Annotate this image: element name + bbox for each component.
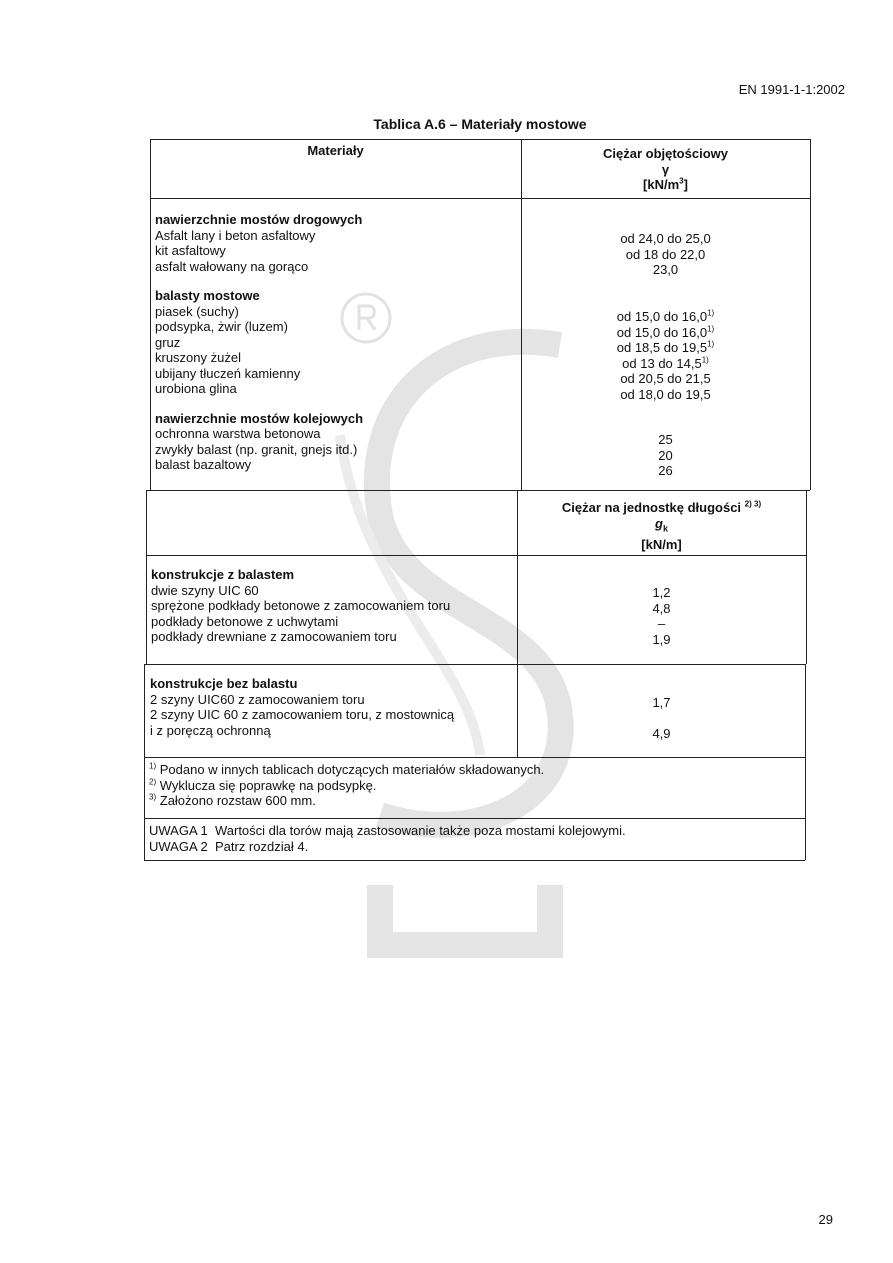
line-load-value: 1,9 — [652, 631, 671, 647]
material-name: ochronna warstwa betonowa — [155, 426, 321, 441]
density-value: od 18,5 do 19,5$^{1)}$ — [616, 339, 715, 355]
construction-name: i z poręczą ochronną — [150, 722, 271, 738]
material-name: zwykły balast (np. granit, gnejs itd.) — [155, 441, 358, 457]
density-value: 23,0 — [652, 262, 679, 277]
density-values — [521, 309, 810, 402]
footnote: $^{2)}$ Wyklucza się poprawkę na podsypkę. — [149, 777, 377, 793]
construction-name: 2 szyny UIC 60 z zamocowaniem toru, z mostownicą — [150, 707, 455, 722]
density-value: od 15,0 do 16,0$^{1)}$ — [616, 324, 715, 340]
construction-name: podkłady drewniane z zamocowaniem toru — [151, 629, 397, 644]
footnote: $^{3)}$ Założono rozstaw 600 mm. — [149, 792, 316, 808]
density-values — [521, 231, 810, 278]
density-value: 26 — [658, 463, 673, 478]
construction-name: dwie szyny UIC 60 — [151, 582, 259, 598]
density-value: od 20,5 do 21,5 — [620, 371, 711, 386]
construction-name: podkłady betonowe z uchwytami — [151, 613, 339, 629]
material-name: asfalt wałowany na gorąco — [155, 258, 309, 274]
material-name: kit asfaltowy — [155, 243, 226, 258]
material-name: balast bazaltowy — [155, 457, 252, 472]
material-name: Asfalt lany i beton asfaltowy — [155, 227, 316, 243]
material-name: piasek (suchy) — [155, 303, 239, 319]
line-load-values — [517, 585, 806, 647]
density-symbol: γ — [661, 161, 670, 177]
materials-list — [155, 212, 363, 473]
column-header-line-load — [517, 500, 806, 552]
material-name: podsypka, żwir (luzem) — [155, 319, 288, 334]
group-heading: konstrukcje z balastem — [151, 567, 295, 582]
construction-name: 2 szyny UIC60 z zamocowaniem toru — [150, 691, 365, 707]
density-value: od 24,0 do 25,0 — [620, 231, 711, 246]
density-label: Ciężar objętościowy — [603, 146, 728, 161]
density-value: od 13 do 14,5$^{1)}$ — [622, 355, 709, 371]
line-load-value: 4,9 — [652, 726, 671, 741]
note: UWAGA 2 Patrz rozdział 4. — [149, 838, 309, 854]
line-load-value: 1,7 — [652, 695, 671, 710]
construction-list — [150, 676, 454, 738]
document-code: EN 1991-1-1:2002 — [738, 82, 845, 97]
construction-list — [151, 567, 450, 645]
footnotes — [149, 762, 544, 809]
construction-name: sprężone podkłady betonowe z zamocowaniem toru — [151, 598, 451, 613]
group-heading: balasty mostowe — [155, 288, 260, 303]
group-heading: nawierzchnie mostów kolejowych — [155, 410, 364, 426]
group-heading: konstrukcje bez balastu — [150, 676, 298, 691]
table-title: Tablica A.6 – Materiały mostowe — [373, 116, 587, 132]
material-name: gruz — [155, 334, 181, 350]
page-number: 29 — [818, 1212, 833, 1227]
line-load-value: 1,2 — [652, 585, 671, 600]
group-heading: nawierzchnie mostów drogowych — [155, 212, 363, 227]
density-value: od 18 do 22,0 — [625, 246, 706, 262]
note: UWAGA 1 Wartości dla torów mają zastosowanie także poza mostami kolejowymi. — [149, 823, 626, 838]
column-header-materials: Materiały — [307, 143, 364, 158]
material-name: ubijany tłuczeń kamienny — [155, 365, 301, 381]
line-load-value: 4,8 — [652, 600, 671, 616]
notes — [149, 823, 626, 854]
density-values — [521, 432, 810, 479]
line-load-symbol: $g_k$ — [655, 515, 668, 534]
density-value: 25 — [658, 432, 673, 447]
material-name: kruszony żużel — [155, 350, 241, 365]
density-unit: $[kN/m^3]$ — [643, 176, 688, 192]
line-load-label: Ciężar na jednostkę długości $^{2) 3)}$ — [561, 499, 762, 515]
density-value: od 15,0 do 16,0$^{1)}$ — [616, 308, 715, 324]
material-name: urobiona glina — [155, 381, 237, 396]
density-value: od 18,0 do 19,5 — [620, 386, 711, 402]
line-load-unit: [kN/m] — [641, 536, 682, 552]
line-load-value: – — [657, 616, 666, 631]
column-header-density — [521, 146, 810, 193]
density-value: 20 — [658, 447, 673, 463]
footnote: $^{1)}$ Podano w innych tablicach dotyczących materiałów składowanych. — [149, 761, 545, 777]
